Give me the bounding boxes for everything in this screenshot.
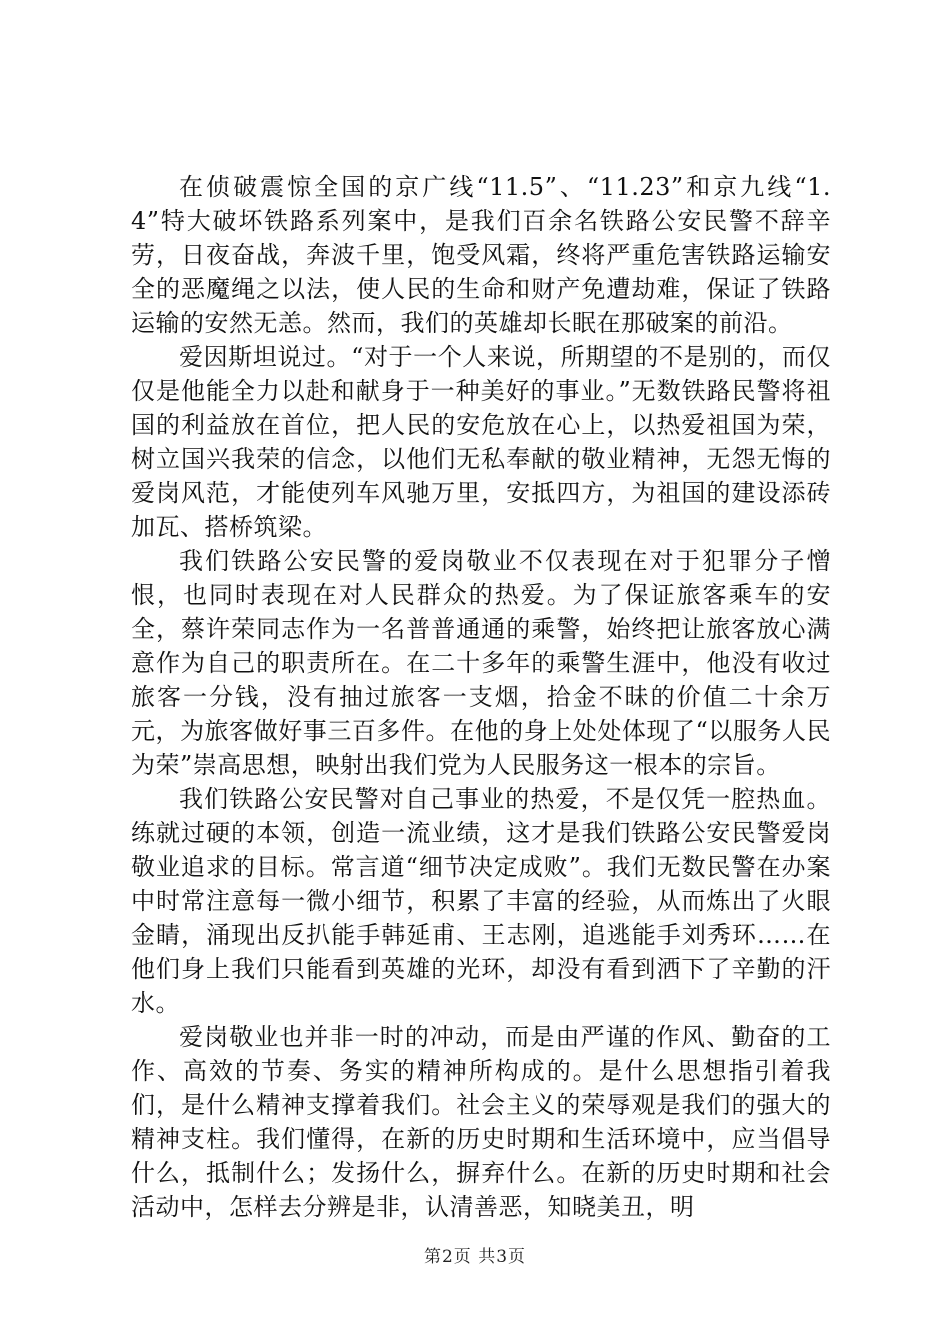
paragraph-4: 我们铁路公安民警对自己事业的热爱，不是仅凭一腔热血。练就过硬的本领，创造一流业绩，这才是我们铁路公安民警爱岗敬业追求的目标。常言道“细节决定成败”。我们无数民警在办案中时常注意每一微小细节，积累了丰富的经验，从而炼出了火眼金睛，涌现出反扒能手韩延甫、王志刚，追逃能手刘秀环……在他们身上我们只能看到英雄的光环，却没有看到洒下了辛勤的汗水。 [131,785,831,1017]
paragraph-1: 在侦破震惊全国的京广线“11.5”、“11.23”和京九线“1.4”特大破坏铁路系列案中，是我们百余名铁路公安民警不辞辛劳，日夜奋战，奔波千里，饱受风霜，终将严重危害铁路运输安全的恶魔绳之以法，使人民的生命和财产免遭劫难，保证了铁路运输的安然无恙。然而，我们的英雄却长眠在那破案的前沿。 [131,173,831,337]
page-number-footer: 第2页 共3页 [423,1247,527,1267]
paragraph-2: 爱因斯坦说过。“对于一个人来说，所期望的不是别的，而仅仅是他能全力以赴和献身于一种美好的事业。”无数铁路民警将祖国的利益放在首位，把人民的安危放在心上，以热爱祖国为荣，树立国兴我荣的信念，以他们无私奉献的敬业精神，无怨无悔的爱岗风范，才能使列车风驰万里，安抵四方，为祖国的建设添砖加瓦、搭桥筑梁。 [131,343,831,541]
paragraph-3: 我们铁路公安民警的爱岗敬业不仅表现在对于犯罪分子憎恨，也同时表现在对人民群众的热爱。为了保证旅客乘车的安全，蔡许荣同志作为一名普普通通的乘警，始终把让旅客放心满意作为自己的职责所在。在二十多年的乘警生涯中，他没有收过旅客一分钱，没有抽过旅客一支烟，拾金不昧的价值二十余万元，为旅客做好事三百多件。在他的身上处处体现了“以服务人民为荣”崇高思想，映射出我们党为人民服务这一根本的宗旨。 [131,547,831,779]
paragraph-5: 爱岗敬业也并非一时的冲动，而是由严谨的作风、勤奋的工作、高效的节奏、务实的精神所构成的。是什么思想指引着我们，是什么精神支撑着我们。社会主义的荣辱观是我们的强大的精神支柱。我们懂得，在新的历史时期和生活环境中，应当倡导什么，抵制什么；发扬什么，摒弃什么。在新的历史时期和社会活动中，怎样去分辨是非，认清善恶，知晓美丑，明 [131,1023,831,1221]
document-body [131,170,831,1224]
